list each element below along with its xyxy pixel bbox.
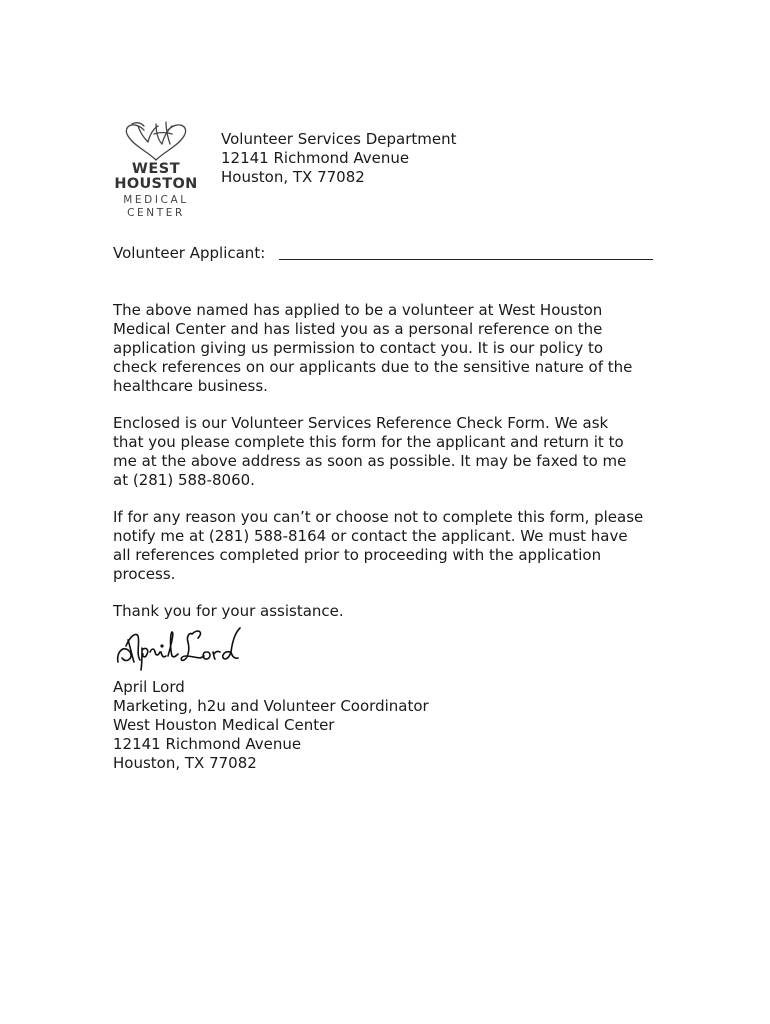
logo-medical: MEDICAL	[123, 194, 189, 206]
signer-city: Houston, TX 77082	[113, 754, 257, 772]
paragraph-line: The above named has applied to be a volunteer at West Houston	[113, 301, 603, 319]
signature-block	[113, 678, 429, 773]
hospital-logo	[104, 118, 208, 218]
handwritten-signature	[114, 622, 262, 672]
paragraph-line: application giving us permission to contact you. It is our policy to	[113, 339, 604, 357]
logo-center: CENTER	[127, 207, 185, 219]
paragraph-enclosed	[113, 414, 673, 490]
paragraph-line: me at the above address as soon as possible. It may be faxed to me	[113, 452, 627, 470]
applicant-label: Volunteer Applicant:	[113, 244, 266, 262]
paragraph-line: healthcare business.	[113, 377, 268, 395]
heart-monogram-icon	[104, 118, 208, 164]
signer-organization: West Houston Medical Center	[113, 716, 335, 734]
department-city: Houston, TX 77082	[221, 168, 365, 186]
paragraph-line: process.	[113, 565, 176, 583]
thank-you-line: Thank you for your assistance.	[113, 602, 344, 620]
paragraph-line: Enclosed is our Volunteer Services Reference Check Form. We ask	[113, 414, 609, 432]
paragraph-intro	[113, 301, 673, 396]
paragraph-line: that you please complete this form for the applicant and return it to	[113, 433, 624, 451]
department-name: Volunteer Services Department	[221, 130, 457, 148]
department-address	[221, 130, 457, 187]
signer-street: 12141 Richmond Avenue	[113, 735, 302, 753]
signer-name: April Lord	[113, 678, 185, 696]
paragraph-line: Medical Center and has listed you as a personal reference on the	[113, 320, 603, 338]
department-street: 12141 Richmond Avenue	[221, 149, 410, 167]
paragraph-line: notify me at (281) 588-8164 or contact the applicant. We must have	[113, 527, 628, 545]
signer-title: Marketing, h2u and Volunteer Coordinator	[113, 697, 429, 715]
paragraph-line: all references completed prior to proceeding with the application	[113, 546, 602, 564]
logo-houston: HOUSTON	[114, 176, 198, 192]
paragraph-notify	[113, 508, 673, 584]
logo-west: WEST	[131, 161, 181, 177]
applicant-name-field[interactable]	[279, 259, 653, 260]
paragraph-line: check references on our applicants due to the sensitive nature of the	[113, 358, 633, 376]
paragraph-line: at (281) 588-8060.	[113, 471, 255, 489]
paragraph-line: If for any reason you can’t or choose not to complete this form, please	[113, 508, 644, 526]
